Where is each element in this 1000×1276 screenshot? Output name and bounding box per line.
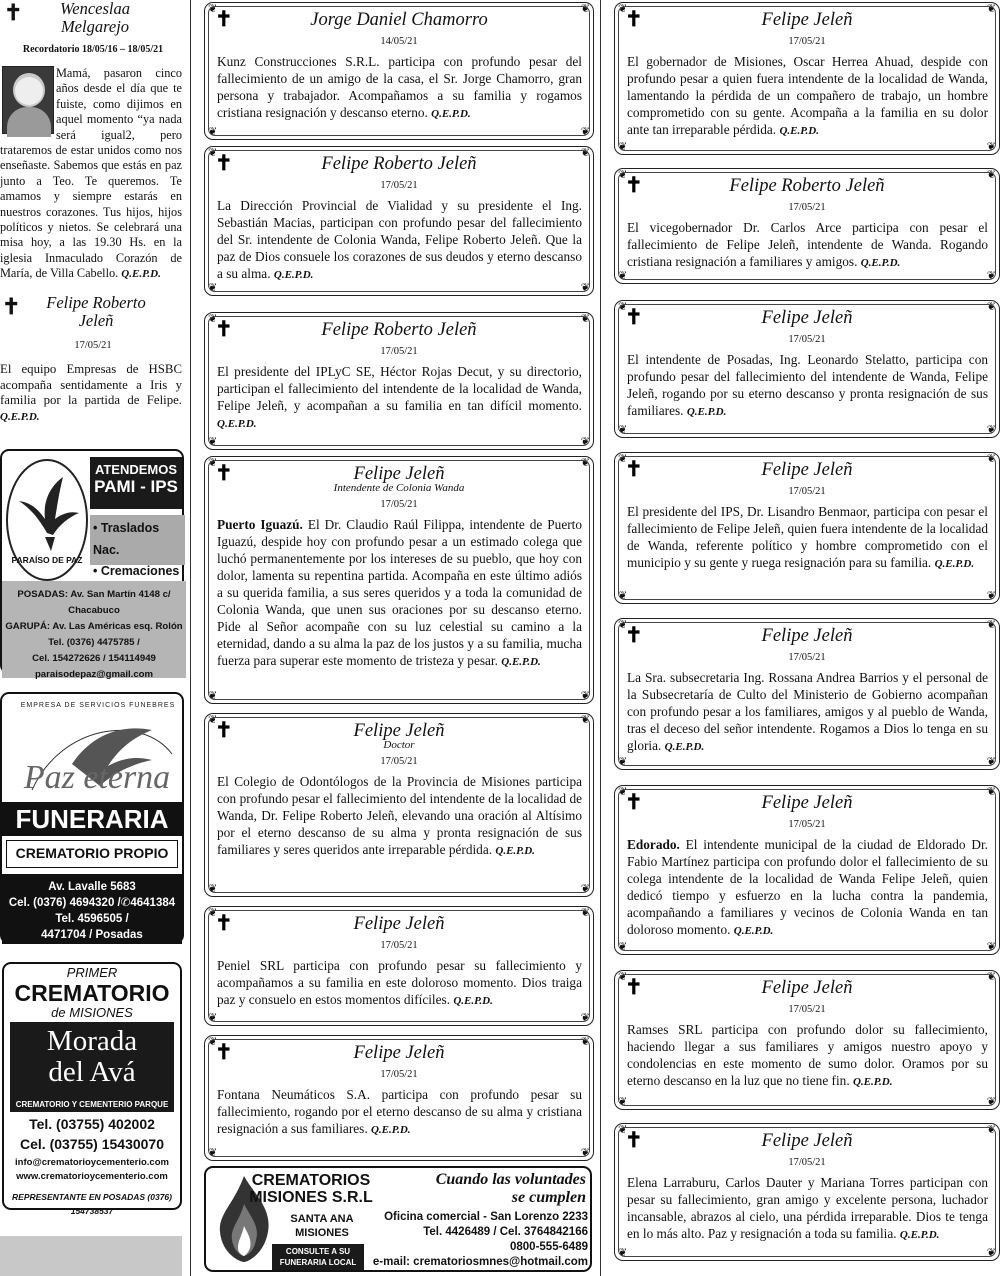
corner-ornament-icon: ❦ <box>618 786 628 798</box>
cross-icon: ✝ <box>2 294 21 319</box>
paz-eterna-tel2: 4471704 / Posadas <box>41 929 143 941</box>
corner-ornament-icon: ❦ <box>986 1124 996 1136</box>
corner-ornament-icon: ❦ <box>208 436 218 448</box>
notice-date: 17/05/21 <box>788 652 826 663</box>
dove-icon <box>9 467 87 557</box>
obituary-notice <box>614 618 1000 770</box>
notice-qepd: Q.E.P.D. <box>860 257 901 269</box>
notice-qepd: Q.E.P.D. <box>453 995 493 1007</box>
dove-logo <box>6 459 88 581</box>
notice-date: 17/05/21 <box>380 940 418 951</box>
notice-text: El intendente de Posadas, Ing. Leonardo Stelatto, participa con profundo pesar del fallecimiento del intendente de Wanda, Felipe Jeleñ, rogando por su eterno descanso y pronta resignación de sus familiares. Q.E.P.D. <box>627 352 988 418</box>
notice-name: Felipe Jeleñ <box>761 978 853 998</box>
notice-qepd: Q.E.P.D. <box>852 1076 893 1088</box>
morada-name-box <box>10 1022 174 1098</box>
corner-ornament-icon: ❦ <box>580 126 590 138</box>
obituary-notice <box>614 1123 1000 1261</box>
memorial-name: Wenceslaa Melgarejo <box>60 0 130 36</box>
corner-ornament-icon: ❦ <box>618 590 628 602</box>
paraiso-de-paz-ad <box>0 449 184 680</box>
service-cremaciones: • Cremaciones <box>93 564 180 578</box>
paraiso-addr1: POSADAS: Av. San Martín 4148 c/ Chacabuco <box>17 589 171 616</box>
notice-text: El Colegio de Odontólogos de la Provincia de Misiones participa con profundo pesar el fallecimiento del intendente de la localidad de Wanda, Dr. Felipe Roberto Jeleñ, elevando una oración al Altísimo por el eterno descanso de su alma y pronta resignación de sus familiares y seres queridos ante irreparable pérdida. Q.E.P.D. <box>217 774 582 857</box>
corner-ornament-icon: ❦ <box>986 141 996 153</box>
corner-ornament-icon: ❦ <box>618 1124 628 1136</box>
corner-ornament-icon: ❦ <box>986 1247 996 1259</box>
notice-qepd: Q.E.P.D. <box>899 1229 940 1241</box>
cross-icon: ✝ <box>215 151 233 175</box>
paraiso-tel2: Cel. 154272626 / 154114949 <box>32 653 156 664</box>
morada-contact <box>4 1114 180 1154</box>
crematorios-slogan2: se cumplen <box>511 1189 586 1206</box>
obituary-notice <box>614 300 1000 438</box>
paraiso-email: paraisodepaz@gmail.com <box>34 669 154 680</box>
notice-name: Felipe Jeleñ <box>761 308 853 328</box>
paz-eterna-addr: Av. Lavalle 5683 <box>48 881 136 893</box>
paraiso-contact <box>2 581 186 678</box>
corner-ornament-icon: ❦ <box>986 756 996 768</box>
cross-icon: ✝ <box>625 623 643 647</box>
morada-name1: Morada <box>46 1025 138 1057</box>
cross-icon: ✝ <box>4 0 23 25</box>
notice-date: 17/05/21 <box>380 180 418 191</box>
corner-ornament-icon: ❦ <box>618 1096 628 1108</box>
obituary-notice <box>614 785 1000 955</box>
notice-date: 14/05/21 <box>380 36 418 47</box>
paz-eterna-arc-text: EMPRESA DE SERVICIOS FUNEBRES <box>20 702 176 709</box>
corner-ornament-icon: ❦ <box>986 270 996 282</box>
notice-text: Peniel SRL participa con profundo pesar su fallecimiento y acompañamos a su familia en este doloroso momento. Dios traiga paz y consuelo en estos momentos difíciles. Q.E.P.D. <box>217 958 582 1007</box>
crematorios-place <box>272 1212 372 1240</box>
notice-date: 17/05/21 <box>788 334 826 345</box>
notice-date: 17/05/21 <box>380 756 418 767</box>
crematorios-slogan1: Cuando las voluntades <box>435 1171 586 1188</box>
notice-name: Felipe Roberto Jeleñ <box>729 176 885 196</box>
notice-text: Fontana Neumáticos S.A. participa con profundo pesar su fallecimiento, rogando por el eterno descanso de su alma y cristiana resignación a sus familiares. Q.E.P.D. <box>217 1087 582 1136</box>
corner-ornament-icon: ❦ <box>208 883 218 895</box>
cross-icon: ✝ <box>625 305 643 329</box>
notice-text: Kunz Construcciones S.R.L. participa con profundo pesar del fallecimiento de un amigo de la casa, el Sr. Jorge Chamorro, gran persona y trabajador. Acompañamos a su familia y rogamos cristiana resignación y descanso eterno. Q.E.P.D. <box>217 54 582 120</box>
corner-ornament-icon: ❦ <box>986 971 996 983</box>
notice-text: El presidente del IPS, Dr. Lisandro Benmaor, participa con pesar el fallecimiento de Felipe Jeleñ, quien fuera intendente de la localidad de Wanda, referente político y hombre comprometido con el municipio y su gente y ruega resignación para su familia. Q.E.P.D. <box>627 504 988 570</box>
notice-text: La Dirección Provincial de Vialidad y su presidente el Ing. Sebastián Macias, participan con profundo pesar del fallecimiento del Sr. intendente de Colonia Wanda, Felipe Roberto Jeleñ. Que la paz de Dios consuele los corazones de sus deudos y eterno descanso a su alma. Q.E.P.D. <box>217 198 582 281</box>
notice-qepd: Q.E.P.D. <box>934 558 975 570</box>
notice-name: Felipe Jeleñ <box>353 464 445 484</box>
cross-icon: ✝ <box>625 457 643 481</box>
cross-icon: ✝ <box>625 975 643 999</box>
notice-name: Felipe Jeleñ <box>353 914 445 934</box>
funeraria-title: FUNERARIA <box>2 802 182 836</box>
corner-ornament-icon: ❦ <box>208 282 218 294</box>
notice-date: 17/05/21 <box>788 36 826 47</box>
notice-subtitle: Doctor <box>383 739 415 751</box>
corner-ornament-icon: ❦ <box>618 756 628 768</box>
notice-name: Felipe Jeleñ <box>353 1043 445 1063</box>
corner-ornament-icon: ❦ <box>580 436 590 448</box>
obituary-notice <box>204 1035 594 1161</box>
notice-name: Felipe Jeleñ <box>761 460 853 480</box>
pami-header2: PAMI - IPS <box>94 477 178 496</box>
morada-del-ava-ad <box>2 962 182 1216</box>
corner-ornament-icon: ❦ <box>208 714 218 726</box>
morada-crematorio: CREMATORIO <box>14 980 170 1006</box>
notice-lead: Edorado. <box>627 837 680 852</box>
morada-info-email: info@crematorioycementerio.com <box>15 1157 169 1168</box>
notice-text: Edorado. El intendente municipal de la ciudad de Eldorado Dr. Fabio Martínez participa con profundo dolor el fallecimiento de su colega intendente de la localidad de Wanda Felipe Jeleñ, quien dedicó tiempo y esfuerzo en la lucha contra la pandemia, acompañando a familiares y vecinos de Colonia Wanda en tan doloroso momento. Q.E.P.D. <box>627 837 988 937</box>
obituary-notice <box>204 906 594 1026</box>
memorial-recordatorio: Recordatorio 18/05/16 – 18/05/21 <box>22 44 164 55</box>
notice-qepd: Q.E.P.D. <box>431 108 471 120</box>
corner-ornament-icon: ❦ <box>618 301 628 313</box>
corner-ornament-icon: ❦ <box>580 907 590 919</box>
notice-qepd: Q.E.P.D. <box>273 269 314 281</box>
obituary-notice <box>204 146 594 296</box>
corner-ornament-icon: ❦ <box>618 270 628 282</box>
notice-date: 17/05/21 <box>380 346 418 357</box>
corner-ornament-icon: ❦ <box>580 3 590 15</box>
gray-block <box>0 1236 182 1276</box>
morada-tel: Tel. (03755) 402002 <box>29 1116 155 1132</box>
corner-ornament-icon: ❦ <box>618 3 628 15</box>
corner-ornament-icon: ❦ <box>618 141 628 153</box>
notice-text: El equipo Empresas de HSBC acompaña sentidamente a Iris y familia por la partida de Felipe. Q.E.P.D. <box>0 362 182 423</box>
notice-name: Felipe Jeleñ <box>761 10 853 30</box>
corner-ornament-icon: ❦ <box>208 907 218 919</box>
corner-ornament-icon: ❦ <box>580 1012 590 1024</box>
crematorios-slogan <box>390 1171 586 1207</box>
corner-ornament-icon: ❦ <box>208 1012 218 1024</box>
obituary-notice <box>204 713 594 897</box>
corner-ornament-icon: ❦ <box>208 1147 218 1159</box>
crematorios-office: Oficina comercial - San Lorenzo 2233 <box>384 1211 588 1223</box>
corner-ornament-icon: ❦ <box>986 3 996 15</box>
paz-eterna-logo: Paz eterna <box>23 759 171 796</box>
corner-ornament-icon: ❦ <box>208 147 218 159</box>
notice-date: 17/05/21 <box>788 486 826 497</box>
corner-ornament-icon: ❦ <box>618 941 628 953</box>
corner-ornament-icon: ❦ <box>580 714 590 726</box>
morada-de-misiones: de MISIONES <box>51 1005 133 1020</box>
crematorios-consult: CONSULTE A SU FUNERARIA LOCAL <box>272 1244 364 1270</box>
corner-ornament-icon: ❦ <box>986 301 996 313</box>
notice-date: 17/05/21 <box>788 1004 826 1015</box>
notice-text: El vicegobernador Dr. Carlos Arce participa con pesar el fallecimiento de Felipe Jeleñ, intendente de Wanda. Rogando cristiana resignación a familiares y amigos. Q.E.P.D. <box>627 220 988 269</box>
notice-name: Felipe Roberto Jeleñ <box>321 154 477 174</box>
crematorios-place1: SANTA ANA <box>290 1213 354 1225</box>
corner-ornament-icon: ❦ <box>618 424 628 436</box>
corner-ornament-icon: ❦ <box>580 282 590 294</box>
notice-date: 17/05/21 <box>380 1069 418 1080</box>
notice-name: Jorge Daniel Chamorro <box>310 10 488 30</box>
paraiso-addr2: GARUPÁ: Av. Las Américas esq. Rolón <box>5 621 183 632</box>
corner-ornament-icon: ❦ <box>580 1036 590 1048</box>
corner-ornament-icon: ❦ <box>986 453 996 465</box>
morada-cel: Cel. (03755) 15430070 <box>20 1136 164 1152</box>
notice-qepd: Q.E.P.D. <box>686 406 727 418</box>
crematorios-freephone: 0800-555-6489 <box>509 1241 588 1253</box>
corner-ornament-icon: ❦ <box>580 1147 590 1159</box>
notice-text: La Sra. subsecretaria Ing. Rossana Andrea Barrios y el personal de la Subsecretaría de Culto del Ministerio de Gobierno acompañan con profundo pesar a los familiares, amigos y al pueblo de Wanda, tras el deceso del señor intendente. Rogamos a Dios lo tenga en su gloria. Q.E.P.D. <box>627 670 988 753</box>
crematorios-email: e-mail: crematoriosmnes@hotmail.com <box>372 1256 588 1268</box>
pami-banner <box>90 457 182 509</box>
corner-ornament-icon: ❦ <box>580 147 590 159</box>
cross-icon: ✝ <box>215 461 233 485</box>
notice-name: Felipe Roberto Jeleñ <box>321 320 477 340</box>
corner-ornament-icon: ❦ <box>618 1247 628 1259</box>
notice-qepd: Q.E.P.D. <box>501 656 541 668</box>
notice-qepd: Q.E.P.D. <box>217 418 257 430</box>
paz-eterna-cel: Cel. (0376) 4694320 /✆4641384 <box>8 897 176 909</box>
obituary-notice <box>204 2 594 140</box>
notice-lead: Puerto Iguazú. <box>217 517 303 532</box>
corner-ornament-icon: ❦ <box>986 1096 996 1108</box>
notice-name: Felipe Jeleñ <box>353 721 445 741</box>
obituary-notice <box>204 456 594 704</box>
corner-ornament-icon: ❦ <box>580 457 590 469</box>
notice-text: Puerto Iguazú. El Dr. Claudio Raúl Filippa, intendente de Puerto Iguazú, despide hoy con profundo pesar a un estimado colega que luchó permanentemente por los intereses de su pueblo, que hoy con dolor, lamenta su repentina partida. Acompaña en este último adiós a su querida familia, a sus seres queridos y a toda la comunidad de Colonia Wanda, que unen sus oraciones por su descanso eterno. Pide al Señor acompañe con su luz celestial su camino a la eternidad, dando a su alma la paz de los justos y a su familia, mucha fuerza para superar este momento de tristeza y pesar. Q.E.P.D. <box>217 517 583 668</box>
crematorios-misiones-ad <box>204 1166 592 1272</box>
corner-ornament-icon: ❦ <box>986 941 996 953</box>
morada-primer: PRIMER <box>66 965 118 980</box>
paz-eterna-contact <box>2 874 182 944</box>
notice-name: Felipe Jeleñ <box>761 793 853 813</box>
obituary-notice <box>204 312 594 450</box>
crematorio-propio: CREMATORIO PROPIO <box>6 840 178 868</box>
cross-icon: ✝ <box>215 911 233 935</box>
corner-ornament-icon: ❦ <box>618 971 628 983</box>
cross-icon: ✝ <box>215 7 233 31</box>
column-divider <box>600 0 601 1276</box>
notice-name: Felipe Jeleñ <box>761 626 853 646</box>
cross-icon: ✝ <box>625 790 643 814</box>
corner-ornament-icon: ❦ <box>208 3 218 15</box>
services-box <box>90 515 185 578</box>
notice-date: 17/05/21 <box>74 340 112 351</box>
obituary-notice <box>614 452 1000 604</box>
cross-icon: ✝ <box>215 317 233 341</box>
notice-text: El gobernador de Misiones, Oscar Herrea Ahuad, despide con profundo pesar a quien fuera intendente de la localidad de Wanda, lamentando la pérdida de un compañero de trabajo, un hombre comprometido con su gente. Acompaña a la familia en su dolor ante tan irreparable pérdida. Q.E.P.D. <box>627 54 988 137</box>
notice-qepd: Q.E.P.D. <box>370 1124 411 1136</box>
cross-icon: ✝ <box>625 173 643 197</box>
paraiso-logo-text: PARAÍSO DE PAZ <box>11 555 83 565</box>
corner-ornament-icon: ❦ <box>208 457 218 469</box>
corner-ornament-icon: ❦ <box>580 313 590 325</box>
crematorios-contact <box>366 1210 588 1270</box>
notice-date: 17/05/21 <box>788 1157 826 1168</box>
notice-qepd: Q.E.P.D. <box>779 125 819 137</box>
obituary-notice <box>614 168 1000 284</box>
corner-ornament-icon: ❦ <box>208 313 218 325</box>
morada-representante: REPRESENTANTE EN POSADAS (0376) 154738537 <box>12 1192 172 1216</box>
corner-ornament-icon: ❦ <box>986 619 996 631</box>
corner-ornament-icon: ❦ <box>618 169 628 181</box>
cross-icon: ✝ <box>625 1128 643 1152</box>
paraiso-tel1: Tel. (0376) 4475785 / <box>48 637 140 648</box>
crematorios-place2: MISIONES <box>295 1227 349 1239</box>
paz-eterna-tel: Tel. 4596505 / <box>55 913 129 925</box>
notice-qepd: Q.E.P.D. <box>733 925 774 937</box>
notice-date: 17/05/21 <box>380 499 418 510</box>
memorial-text: Mamá, pasaron cinco años desde el día que te fuiste, como dijimos en aquel momento “ya nada será igual2, pero trataremos de estar unidos como nos enseñaste. Sabemos que estás en paz junto a Teo. Te queremos. Te amamos y siempre estarás en nuestros corazones. Tus hijos, hijos políticos y nietos. Se celebrará una misa hoy, a las 19.30 Hs. en la iglesia Inmaculado Corazón de María, de Villa Cabello. Q.E.P.D. <box>0 66 182 281</box>
corner-ornament-icon: ❦ <box>580 690 590 702</box>
morada-name2: del Avá <box>48 1056 136 1088</box>
corner-ornament-icon: ❦ <box>986 786 996 798</box>
notice-text: Ramses SRL participa con profundo dolor su fallecimiento, haciendo llegar a sus familiares y amigos nuestro apoyo y condolencias en este momento de sumo dolor. Oramos por su eterno descanso en la luz que no tiene fin. Q.E.P.D. <box>627 1022 988 1088</box>
obituary-notice <box>614 2 1000 155</box>
paz-eterna-ad <box>0 692 184 944</box>
notice-name: Felipe Roberto Jeleñ <box>46 293 146 330</box>
corner-ornament-icon: ❦ <box>208 1036 218 1048</box>
corner-ornament-icon: ❦ <box>986 424 996 436</box>
notice-text: Elena Larraburu, Carlos Dauter y Mariana Torres participan con pesar su fallecimiento, gran amigo y excelente persona, luchador incansable, abrazos al cielo, una pérdida irreparable. Dios te tenga en lo más alto. Paz y resignación a toda su familia. Q.E.P.D. <box>627 1175 988 1241</box>
cross-icon: ✝ <box>625 7 643 31</box>
crematorios-tel: Tel. 4426489 / Cel. 3764842166 <box>423 1226 588 1238</box>
corner-ornament-icon: ❦ <box>618 619 628 631</box>
notice-qepd: Q.E.P.D. <box>495 845 535 857</box>
morada-web <box>4 1156 180 1184</box>
column-divider <box>190 0 191 1276</box>
corner-ornament-icon: ❦ <box>580 883 590 895</box>
morada-band: CREMATORIO Y CEMENTERIO PARQUE <box>10 1098 174 1112</box>
crematorios-title1: CREMATORIOS <box>251 1172 371 1189</box>
notice-text: El presidente del IPLyC SE, Héctor Rojas Decut, y su directorio, participan el fallecimiento del intendente de la localidad de Wanda, Felipe Jeleñ, y acompañan a su familia en tan difícil momento. Q.E.P.D. <box>217 364 582 430</box>
obituary-notice <box>614 970 1000 1110</box>
corner-ornament-icon: ❦ <box>986 590 996 602</box>
morada-website: www.crematorioycementerio.com <box>16 1171 168 1182</box>
service-traslados: • Traslados Nac. <box>93 521 160 557</box>
notice-subtitle: Intendente de Colonia Wanda <box>333 482 465 494</box>
notice-name: Felipe Jeleñ <box>761 1131 853 1151</box>
corner-ornament-icon: ❦ <box>208 690 218 702</box>
crematorios-title2: MISIONES S.R.L <box>249 1189 373 1206</box>
cross-icon: ✝ <box>215 718 233 742</box>
cross-icon: ✝ <box>215 1040 233 1064</box>
crematorios-title <box>236 1172 386 1206</box>
corner-ornament-icon: ❦ <box>986 169 996 181</box>
notice-qepd: Q.E.P.D. <box>664 741 705 753</box>
pami-header1: ATENDEMOS <box>94 462 178 477</box>
corner-ornament-icon: ❦ <box>618 453 628 465</box>
corner-ornament-icon: ❦ <box>208 126 218 138</box>
notice-date: 17/05/21 <box>788 819 826 830</box>
notice-date: 17/05/21 <box>788 202 826 213</box>
